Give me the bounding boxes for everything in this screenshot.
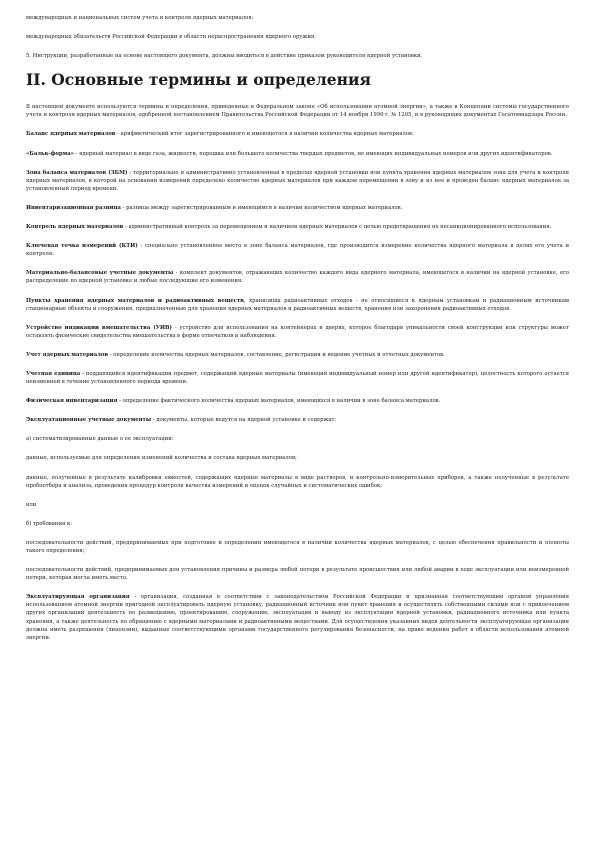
definition-text: - устройство для использования на контейнерах и дверях, которое благодаря уникальности своей конструкции или структуры может оставлять физические свидетельства вмешательства в форме отпечатков и наблюдения. [26, 324, 570, 339]
definition-accounting [26, 351, 569, 359]
definition-text: - арифметический итог зарегистрированного и имеющегося в наличии количества ядерных материалов. [115, 131, 414, 138]
definition-term: Ключевая точка измерений (КТИ) [26, 243, 138, 250]
definition-operating-records [26, 416, 569, 424]
definition-term: Инвентаризационная разница [26, 204, 121, 211]
definition-balance-documents [26, 269, 569, 285]
definition-physical-inventory [26, 397, 569, 405]
list-item-b: б) требования к: [26, 520, 73, 527]
definition-control [26, 223, 569, 231]
definition-text: , хранилища радиоактивных отходов - не относящиеся к ядерным установкам и радиационным источникам стационарные объекты и сооружения, предназначенные для хранения ядерных материалов и радиоактивных веществ, хранения или захоронения радиоактивных отходов. [26, 297, 570, 312]
definition-text: - ядерный материал в виде газа, жидкости, порошка или большого количества твердых предметов, не имеющих индивидуальных номеров или других идентификаторов. [73, 150, 553, 157]
definition-term: Эксплуатационные учетные документы [26, 417, 152, 424]
definition-term: Эксплуатирующая организация [26, 594, 130, 601]
definition-text: - территориально и административно установленная в пределах ядерной установки или пункта хранения ядерных материалов зона для учета и контроля ядерных материалов, в которой на основании измерений определено количество ядерных материалов при каждом перемещении в зону и из нее и проведен баланс ядерных материалов за установленный период времени. [26, 169, 570, 192]
intro-line-1: международных и национальных систем учета и контроля ядерных материалов; [26, 15, 254, 21]
definition-inventory-difference [26, 204, 569, 212]
definition-term: Учетная единица [26, 370, 81, 377]
definition-text: - определение фактического количества ядерных материалов, имеющихся в наличии в зоне баланса материалов. [117, 398, 441, 405]
definition-term: «Бальк-форма» [26, 150, 74, 157]
definition-term: Устройство индикации вмешательства (УИВ) [26, 324, 173, 331]
section-title: II. Основные термины и определения [26, 70, 371, 90]
definition-mba [26, 169, 569, 193]
definition-text: - комплект документов, отражающих количество каждого вида ядерного материала, имеющегося в наличии на ядерной установке, его распределение по ядерной установке и любые последующие его изменения. [26, 270, 569, 285]
definition-term: Физическая инвентаризация [26, 398, 118, 405]
list-item-or: или [26, 501, 37, 508]
definition-tamper-device [26, 324, 569, 340]
definition-term: Материально-балансовые учетные документы [26, 270, 174, 277]
list-item-data-calibration: данные, полученные в результате калибровки емкостей, содержащих ядерные материалы в виде растворов, и контрольно-измерительных приборов, а также полученные в результате пробоотбора и анализа, проведения процедур контроля качества измерений и оценок случайных и систематических ошибок; [26, 474, 569, 489]
definition-text: - организация, созданная в соответствии с законодательством Российской Федерации и признанная соответствующим органом управления использованием атомной энергии пригодной эксплуатировать ядерную установку, радиационный источник или пункт хранения и осуществлять собственными силами или с привлечением других организаций деятельность по размещению, проектированию, сооружению, эксплуатации и выводу из эксплуатации ядерной установки, радиационного источника или пункта хранения, а также деятельность по обращению с ядерными материалами и радиоактивными веществами. Для осуществления указанных видов деятельности эксплуатирующая организация должна иметь разрешения (лицензии), выданные соответствующими органами государственного регулирования безопасности, на право ведения работ в области использования атомной энергии. [26, 594, 569, 641]
list-item-a: а) систематизированные данные о ее эксплуатации: [26, 436, 174, 443]
definition-term: Баланс ядерных материалов [26, 131, 116, 138]
list-item-sequence-inventory: последовательности действий, предпринимаемых при подготовке и определении имеющегося в наличии количества ядерных материалов, с целью обеспечения правильности и полноты такого определения; [26, 539, 569, 554]
definition-term: Учет ядерных материалов [26, 351, 109, 358]
definition-text: - определение количества ядерных материалов, составление, регистрация и ведение учетных и отчетных документов. [108, 351, 445, 358]
list-item-data-changes: данные, используемые для определения изменений количества и состава ядерных материалов; [26, 455, 297, 462]
intro-line-2: международных обязательств Российской Федерации в области нераспространения ядерного оружия. [26, 34, 316, 41]
definition-term: Пункты хранения ядерных материалов и радиоактивных веществ [26, 297, 244, 304]
section-preamble: В настоящем документе используются термины и определения, приведенные в Федеральном законе «Об использовании атомной энергии», а также в Концепции системы государственного учета и контроля ядерных материалов, одобренной постановлением Правительства Российской Федерации от 14 ноября 1996 г. № 1205, и в руководящих документах Госатомнадзора России. [26, 104, 569, 119]
definition-bulk-form [26, 150, 569, 158]
definition-balance [26, 130, 569, 138]
definition-text: - поддающийся идентификации предмет, содержащий ядерные материалы (имеющий индивидуальный номер или другой идентификатор), целостность которого остается неизменной в течение установленного периода времени. [26, 370, 570, 386]
definition-text: - административный контроль за перемещением и наличием ядерных материалов с целью предотвращения их несанкционированного использования. [123, 224, 552, 231]
definition-operating-organization [26, 593, 569, 642]
definition-kmp [26, 242, 569, 258]
definition-text: - специально установленное место в зоне баланса материалов, где производится измерение количества ядерного материала в целях его учета и контроля. [26, 243, 569, 258]
definition-text: - разница между зарегистрированным и имеющимся в наличии количеством ядерных материалов. [120, 204, 403, 211]
definition-term: Зона баланса материалов (ЗБМ) [26, 169, 128, 176]
list-item-sequence-loss: последовательности действий, предпринимаемых для установления причины и размера любой потери в результате происшествия или любой аварии в ходе эксплуатации или неизмеренной потери, которая могла иметь место. [26, 567, 569, 582]
definition-term: Контроль ядерных материалов [26, 224, 124, 231]
definition-item [26, 370, 569, 386]
intro-clause-5: 5. Инструкции, разработанные на основе настоящего документа, должны вводиться в действие приказом руководителя ядерной установки. [26, 53, 423, 60]
definition-storage-points [26, 297, 569, 313]
definition-text: - документы, которые ведутся на ядерной установке и содержат: [151, 417, 337, 424]
